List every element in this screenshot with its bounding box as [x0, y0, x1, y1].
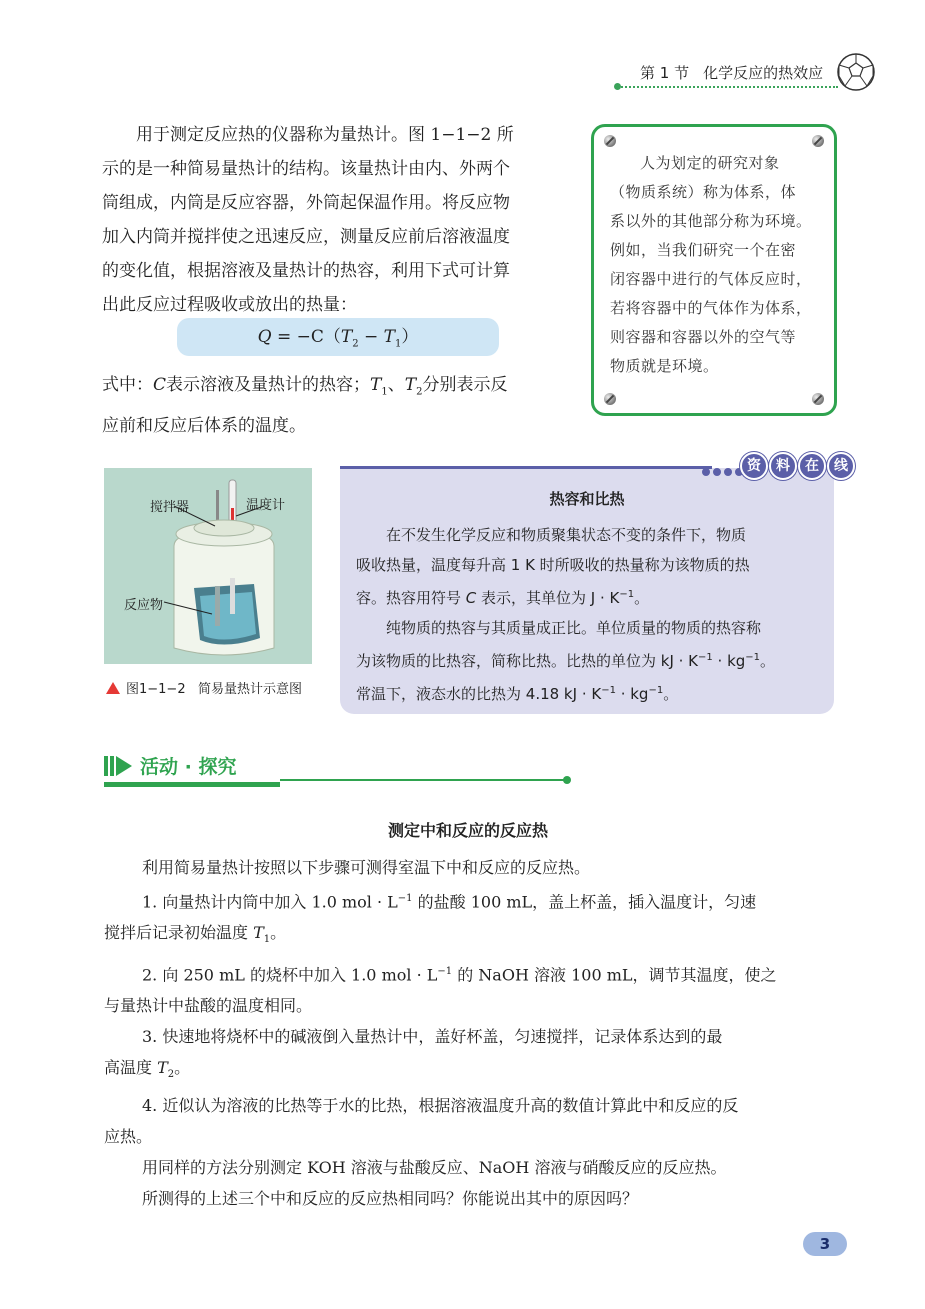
data-online-badge: 资 料 在 线	[740, 452, 856, 480]
label-reactant: 反应物	[124, 598, 164, 613]
triangle-icon	[106, 682, 120, 694]
experiment-steps: 利用简易量热计按照以下步骤可测得室温下中和反应的反应热。 1. 向量热计内筒中加入 1.0 mol · $L^{-1}$ 的盐酸 100 mL，盖上杯盖，插入温度计，匀速 搅拌后记录初始温度 $T_1$。 2. 向 250 mL 的烧杯中加入 1.0 mol · $L^{-1}$ 的 NaOH 溶液 100 mL，调节其温度，使之 与量热计中盐酸的温度相同。 3. 快速地将烧杯中的碱液倒入量热计中，盖好杯盖，匀速搅拌，记录体系达到的最 高温度 $T_2$。 4. 近似认为溶液的比热等于水的比热，根据溶液温度升高的数值计算此中和反应的反 应热。 用同样的方法分别测定 KOH 溶液与盐酸反应、NaOH 溶液与硝酸反应的反应热。 所测得的上述三个中和反应的反应热相同吗？你能说出其中的原因吗？	[104, 858, 777, 1209]
data-online-title: 热容和比热	[549, 490, 625, 508]
experiment-title: 测定中和反应的反应热	[387, 821, 548, 840]
intro-line: 出此反应过程吸收或放出的热量：	[102, 295, 357, 315]
intro-line: 加入内筒并搅拌使之迅速反应，测量反应前后溶液温度	[102, 227, 510, 247]
fullerene-icon	[836, 52, 876, 92]
data-box-rule	[340, 466, 712, 469]
page-number: 3	[803, 1232, 847, 1256]
screw-icon	[604, 393, 616, 405]
note-text: 人为划定的研究对象 （物质系统）称为体系，体 系以外的其他部分称为环境。 例如，当我们研究一个在密 闭容器中进行的气体反应时， 若将容器中的气体作为体系， 则容器和容器以外的空气等 物质就是环境。	[610, 154, 812, 375]
data-online-text: 在不发生化学反应和物质聚集状态不变的条件下，物质 吸收热量，温度每升高 1 K 时所吸收的热量称为该物质的热 容。热容用符号 C 表示，其单位为 $J \cdot K^{-1}$。 纯物质的热容与其质量成正比。单位质量的物质的热容称 为该物质的比热容，简称比热。比热的单位为 kJ · $K^{-1} \cdot kg^{-1}$。 常温下，液态水的比热为 4.18 kJ · $K^{-1} \cdot kg^{-1}$。	[356, 526, 776, 703]
explain-line-2: 应前和反应后体系的温度。	[102, 416, 306, 437]
intro-line: 示的是一种简易量热计的结构。该量热计由内、外两个	[102, 159, 510, 179]
header-rule	[618, 86, 838, 88]
definition-note-box	[591, 124, 837, 416]
activity-heading: 活动 · 探究	[104, 752, 236, 779]
section-number: 第 1 节	[640, 64, 690, 82]
label-thermometer: 温度计	[246, 498, 286, 513]
activity-rule	[280, 779, 566, 781]
screw-icon	[604, 135, 616, 147]
calorimeter-figure	[104, 468, 312, 664]
intro-line: 筒组成，内筒是反应容器，外筒起保温作用。将反应物	[102, 193, 510, 213]
running-header	[640, 62, 823, 83]
play-arrow-icon	[104, 753, 134, 779]
screw-icon	[812, 135, 824, 147]
activity-bar	[104, 782, 280, 787]
screw-icon	[812, 393, 824, 405]
intro-line: 的变化值，根据溶液及量热计的热容，利用下式可计算	[102, 261, 510, 281]
explain-line-1: 式中：C表示溶液及量热计的热容；$T_1$、$T_2$分别表示反	[102, 375, 508, 398]
intro-paragraph	[102, 118, 558, 322]
heat-formula: $Q = -C(T_2 - T_1)$	[177, 318, 499, 356]
section-title: 化学反应的热效应	[703, 64, 824, 82]
label-stirrer: 搅拌器	[150, 500, 190, 515]
intro-line: 用于测定反应热的仪器称为量热计。图 1−1−2 所	[136, 125, 514, 145]
activity-dot	[563, 776, 571, 784]
figure-caption: 图1−1−2 简易量热计示意图	[106, 678, 302, 697]
formula-explanation	[102, 368, 558, 443]
